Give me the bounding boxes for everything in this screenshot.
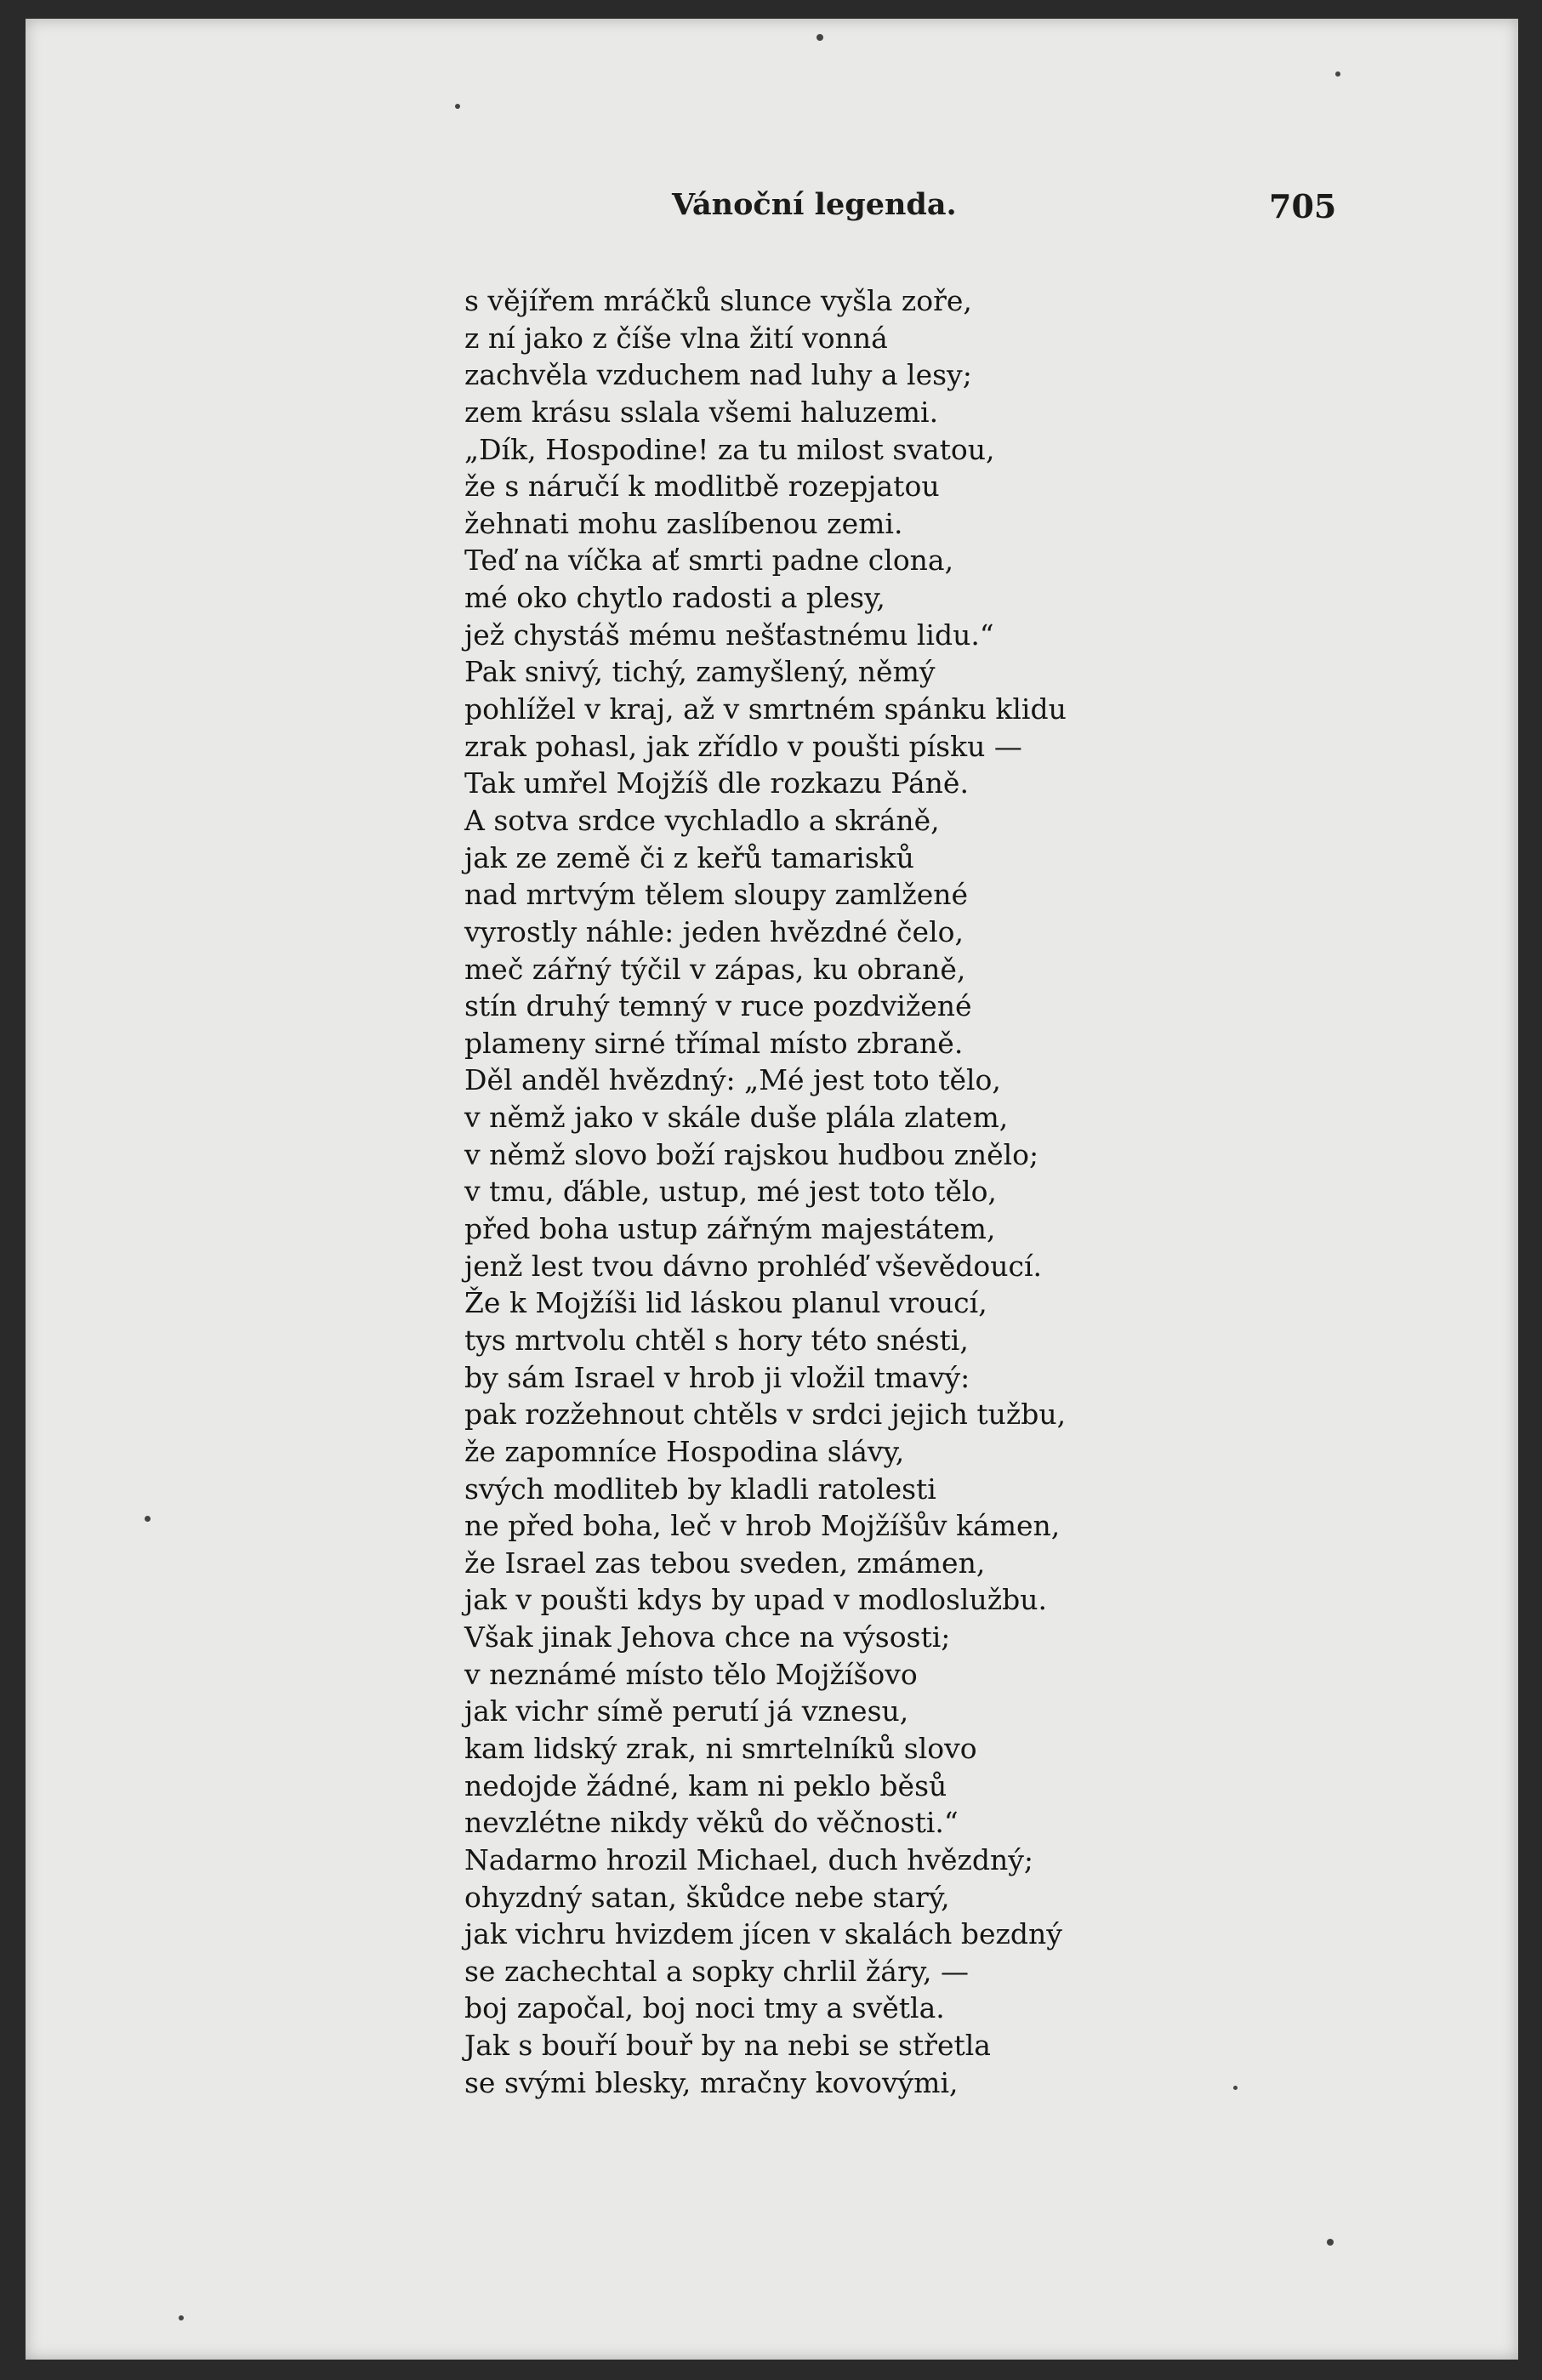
poem-line: Teď na víčka ať smrti padne clona, (464, 544, 954, 578)
page-header (26, 187, 1518, 238)
poem-line: Že k Mojžíši lid láskou planul vroucí, (464, 1286, 987, 1320)
poem-line: se svými blesky, mračny kovovými, (464, 2065, 959, 2099)
poem-line: Jak s bouří bouř by na nebi se střetla (464, 2029, 991, 2063)
poem-line: že s náručí k modlitbě rozepjatou (464, 470, 940, 504)
poem-line: v němž jako v skále duše plála zlatem, (464, 1101, 1009, 1135)
poem-line: v němž slovo boží rajskou hudbou znělo; (464, 1137, 1039, 1171)
poem-line: Však jinak Jehova chce na výsosti; (464, 1620, 951, 1654)
poem-line: žehnati mohu zaslíbenou zemi. (464, 506, 903, 540)
poem-line: Tak umřel Mojžíš dle rozkazu Páně. (464, 766, 969, 800)
running-title: Vánoční legenda. (672, 187, 957, 222)
poem-line: stín druhý temný v ruce pozdvižené (464, 989, 972, 1023)
poem-line: kam lidský zrak, ni smrtelníků slovo (464, 1731, 977, 1765)
paper-speck (145, 1516, 151, 1522)
poem-line: vyrostly náhle: jeden hvězdné čelo, (464, 914, 964, 948)
poem-line: z ní jako z číše vlna žití vonná (464, 321, 888, 355)
poem-line: zrak pohasl, jak zřídlo v poušti písku — (464, 729, 1022, 763)
poem-line: Děl anděl hvězdný: „Mé jest toto tělo, (464, 1063, 1001, 1097)
paper-speck (1335, 71, 1340, 77)
poem-line: nevzlétne nikdy věků do věčnosti.“ (464, 1806, 959, 1840)
paper-speck (455, 104, 460, 109)
poem-text (464, 282, 1067, 2101)
poem-line: nedojde žádné, kam ni peklo běsů (464, 1768, 947, 1802)
poem-line: plameny sirné třímal místo zbraně. (464, 1026, 964, 1060)
poem-line: by sám Israel v hrob ji vložil tmavý: (464, 1360, 970, 1394)
page-number: 705 (1269, 187, 1337, 225)
poem-line: jak ze země či z keřů tamarisků (464, 840, 914, 874)
poem-line: jež chystáš mému nešťastnému lidu.“ (464, 618, 994, 652)
poem-line: Nadarmo hrozil Michael, duch hvězdný; (464, 1842, 1034, 1876)
poem-line: Pak snivý, tichý, zamyšlený, němý (464, 655, 936, 689)
poem-line: jak vichru hvizdem jícen v skalách bezdný (464, 1917, 1062, 1951)
poem-line: jak vichr símě perutí já vznesu, (464, 1694, 909, 1728)
poem-line: jenž lest tvou dávno prohléď vševědoucí. (464, 1249, 1042, 1283)
poem-line: se zachechtal a sopky chrlil žáry, — (464, 1954, 969, 1988)
poem-line: v tmu, ďáble, ustup, mé jest toto tělo, (464, 1175, 997, 1209)
paper-speck (1327, 2239, 1334, 2246)
poem-line: zachvěla vzduchem nad luhy a lesy; (464, 358, 972, 392)
poem-line: pak rozžehnout chtěls v srdci jejich tužbu, (464, 1398, 1067, 1432)
poem-line: svých modliteb by kladli ratolesti (464, 1472, 936, 1506)
poem-line: mé oko chytlo radosti a plesy, (464, 581, 885, 615)
poem-line: s vějířem mráčků slunce vyšla zoře, (464, 284, 972, 317)
poem-line: tys mrtvolu chtěl s hory této snésti, (464, 1323, 969, 1357)
poem-line: ne před boha, leč v hrob Mojžíšův kámen, (464, 1509, 1061, 1543)
paper-speck (179, 2315, 184, 2320)
poem-line: před boha ustup zářným majestátem, (464, 1212, 996, 1246)
book-page (26, 19, 1518, 2360)
poem-line: meč zářný týčil v zápas, ku obraně, (464, 952, 966, 986)
poem-line: nad mrtvým tělem sloupy zamlžené (464, 878, 969, 912)
poem-line: ohyzdný satan, škůdce nebe starý, (464, 1880, 950, 1914)
poem-line: že zapomníce Hospodina slávy, (464, 1434, 905, 1468)
poem-line: že Israel zas tebou sveden, zmámen, (464, 1546, 986, 1580)
poem-line: A sotva srdce vychladlo a skráně, (464, 803, 940, 837)
poem-line: pohlížel v kraj, až v smrtném spánku klidu (464, 692, 1067, 726)
poem-line: „Dík, Hospodine! za tu milost svatou, (464, 432, 995, 466)
paper-speck (1233, 2086, 1238, 2090)
paper-speck (817, 34, 823, 41)
poem-line: v neznámé místo tělo Mojžíšovo (464, 1657, 918, 1691)
poem-line: zem krásu sslala všemi haluzemi. (464, 395, 939, 429)
poem-line: boj započal, boj noci tmy a světla. (464, 1991, 945, 2025)
poem-line: jak v poušti kdys by upad v modloslužbu. (464, 1583, 1047, 1617)
